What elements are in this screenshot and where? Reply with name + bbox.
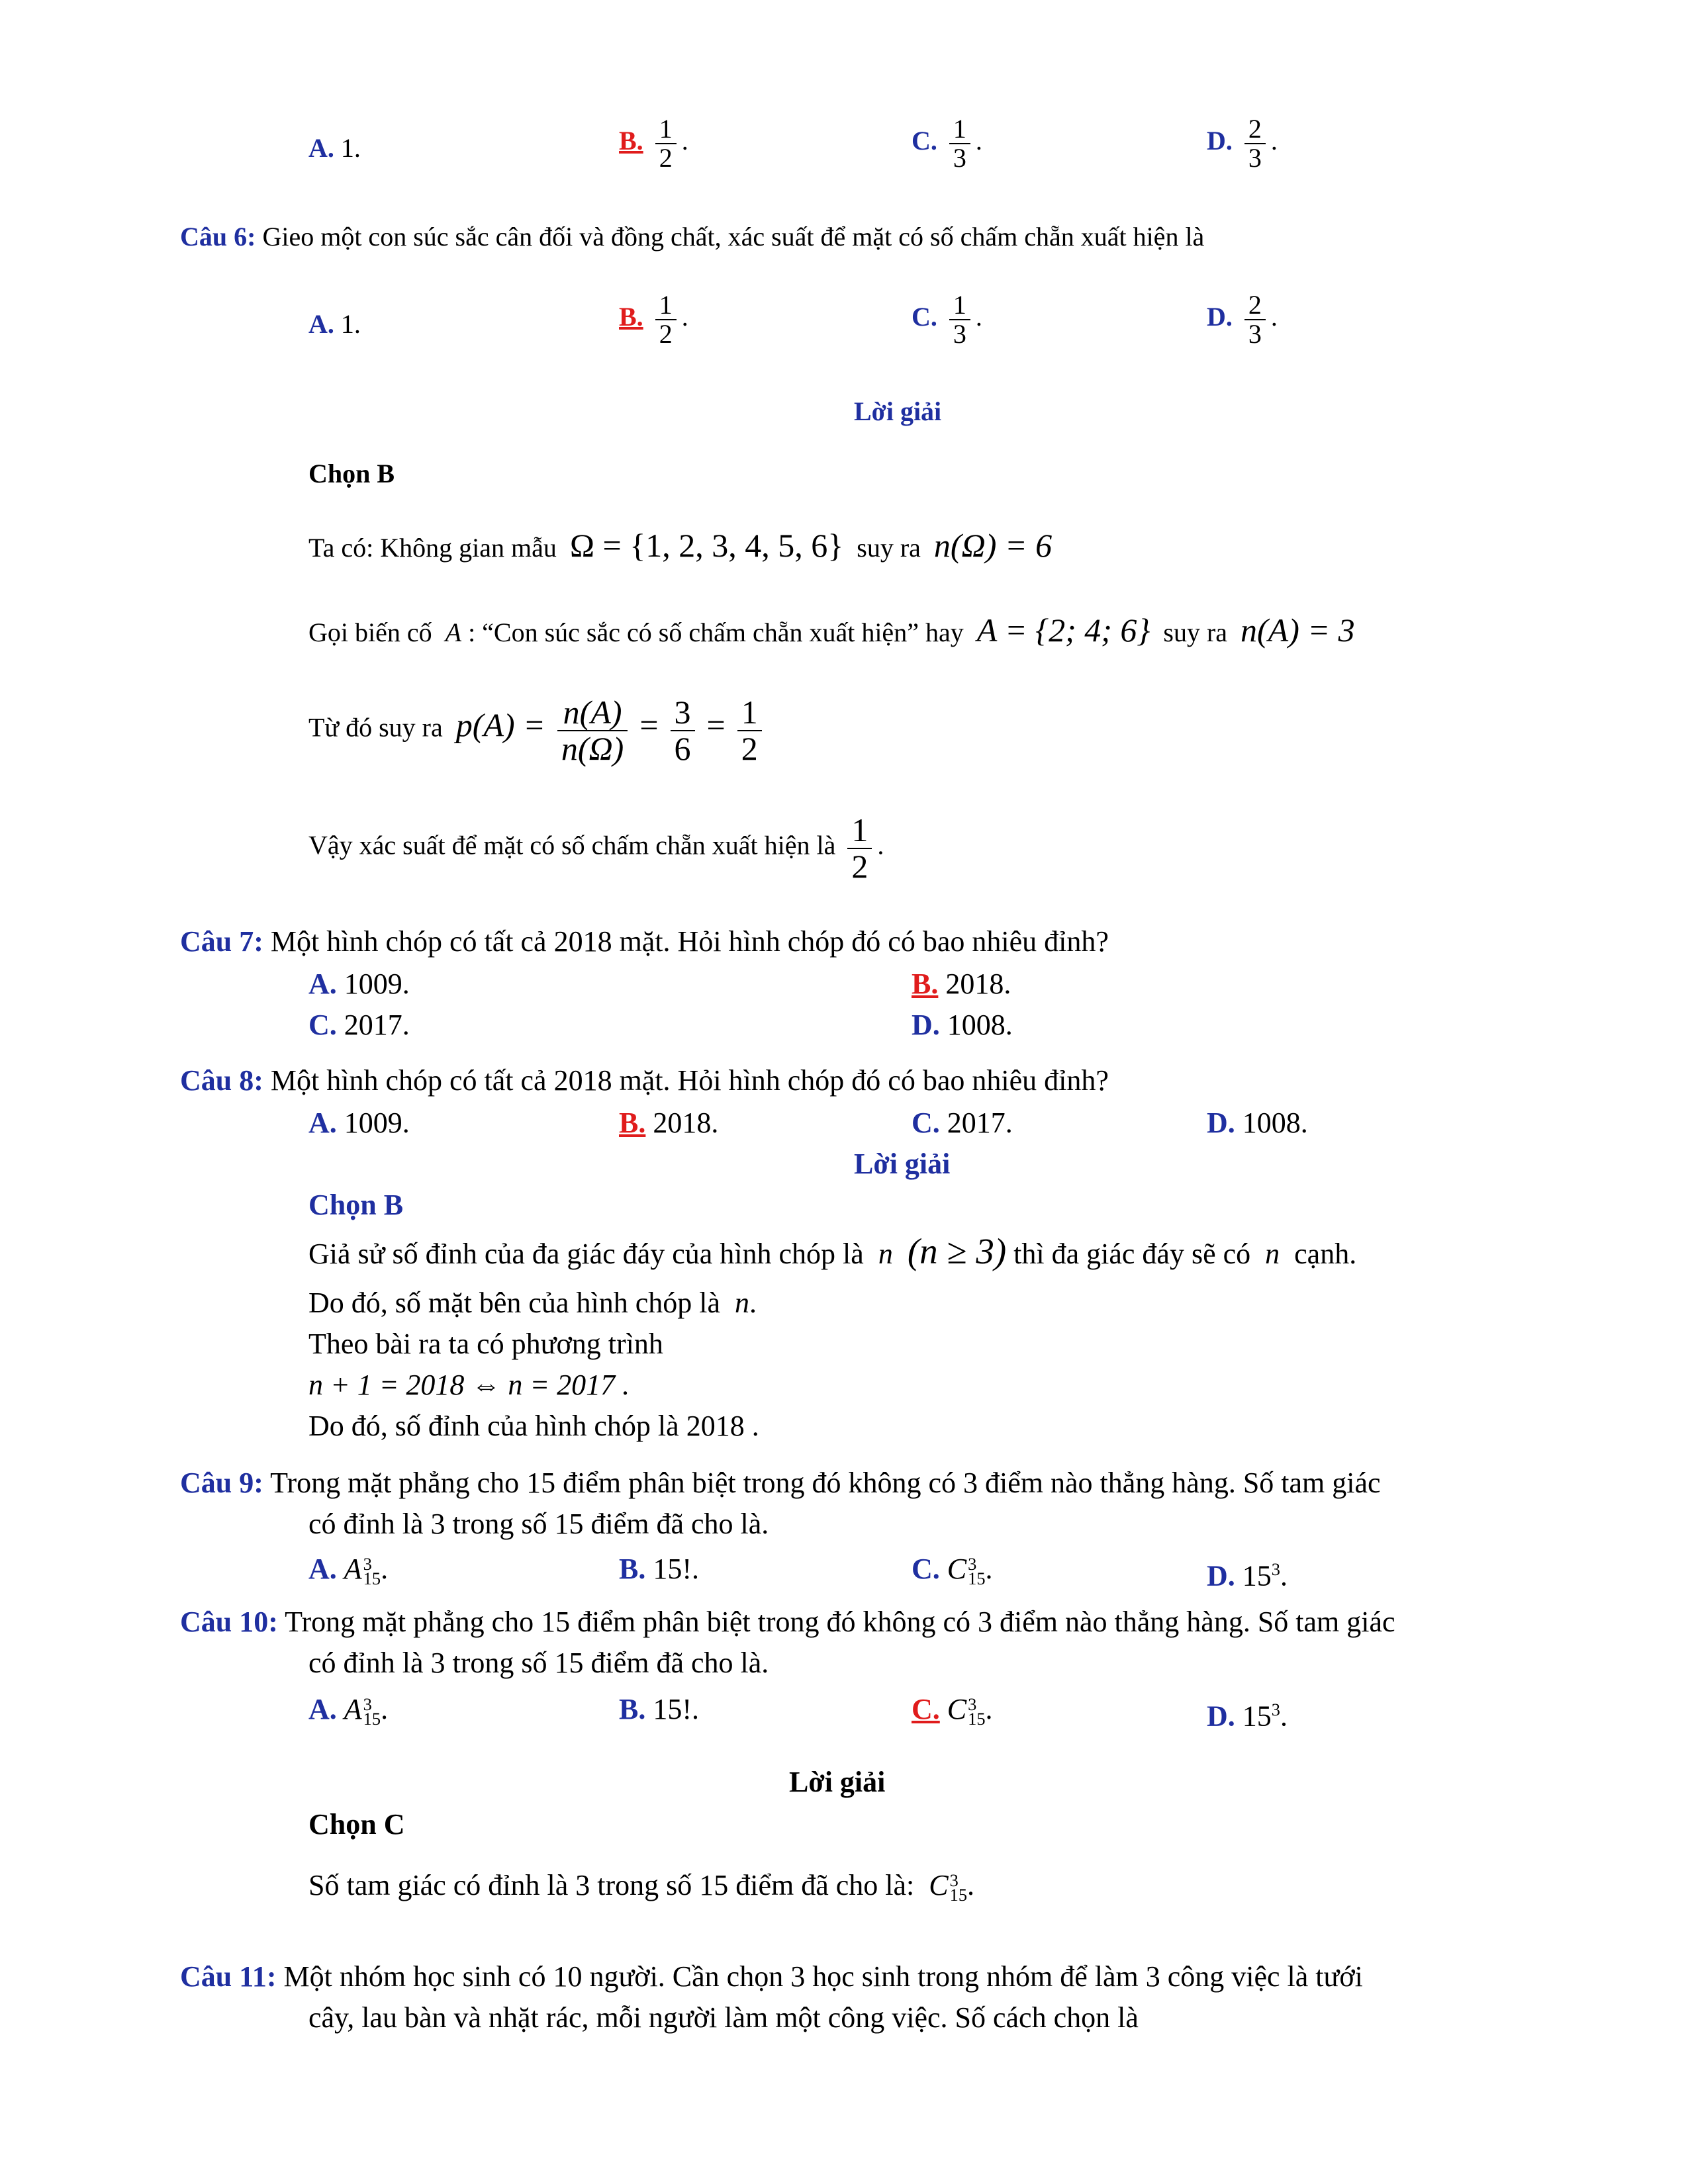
q9-option-c[interactable]: C. C 3 15 . xyxy=(912,1553,993,1589)
event-set: A = {2; 4; 6} xyxy=(976,612,1150,649)
option-label: A. xyxy=(308,133,334,163)
option-label: B. xyxy=(912,968,939,1000)
q5-option-d[interactable]: D. $\frac{2}{3}$ . xyxy=(1207,114,1278,173)
q8-option-a[interactable]: A. 1009. xyxy=(308,1107,410,1139)
q10-line-1: Số tam giác có đỉnh là 3 trong số 15 điểm đã cho là: C 3 15 . xyxy=(308,1869,975,1905)
q8-option-c[interactable]: C. 2017. xyxy=(912,1107,1013,1139)
question-label: Câu 6: xyxy=(180,222,256,251)
question-text: Một hình chóp có tất cả 2018 mặt. Hỏi hình chóp đó có bao nhiêu đỉnh? xyxy=(270,925,1109,958)
q8-option-d[interactable]: D. 1008. xyxy=(1207,1107,1308,1139)
fraction: $\frac{1}{3}$ xyxy=(949,115,970,172)
q6-choice: Chọn B xyxy=(308,459,395,488)
q6-line-4: Vậy xác suất để mặt có số chấm chẵn xuất hiện là $\frac{1}{2}$ . xyxy=(308,811,884,885)
option-value: 1. xyxy=(340,309,361,339)
q6-solution-heading: Lời giải xyxy=(854,396,942,426)
q5-option-c[interactable]: C. $\frac{1}{3}$ . xyxy=(912,114,982,173)
q6-line-1: Ta có: Không gian mẫu Ω = {1, 2, 3, 4, 5, 6} suy ra n(Ω) = 6 xyxy=(308,527,1053,564)
q10-option-c[interactable]: C. C 3 15 . xyxy=(912,1693,993,1729)
fraction: $\frac{2}{3}$ xyxy=(1244,291,1266,348)
q10-option-b[interactable]: B. 15!. xyxy=(619,1693,700,1725)
q6-line-2: Gọi biến cố A : “Con súc sắc có số chấm chẵn xuất hiện” hay A = {2; 4; 6} suy ra n(A) = 3 xyxy=(308,612,1355,649)
q9-option-b[interactable]: B. 15!. xyxy=(619,1553,700,1585)
question-text: Trong mặt phẳng cho 15 điểm phân biệt trong đó không có 3 điểm nào thẳng hàng. Số tam giác xyxy=(270,1467,1381,1499)
q10-choice: Chọn C xyxy=(308,1808,405,1841)
fraction: $\frac{3}{6}$ xyxy=(671,695,695,766)
q8-line-4: n + 1 = 2018 ⇔ n = 2017 . xyxy=(308,1369,630,1401)
option-label: A. xyxy=(308,309,334,339)
q6-option-b[interactable]: B. $\frac{1}{2}$ . xyxy=(619,290,688,349)
q8-line-1: Giả sử số đỉnh của đa giác đáy của hình chóp là n (n ≥ 3) thì đa giác đáy sẽ có n cạnh. xyxy=(308,1231,1357,1271)
q5-option-b[interactable]: B. $\frac{1}{2}$ . xyxy=(619,114,688,173)
option-label: D. xyxy=(1207,126,1233,156)
q7-option-d[interactable]: D. 1008. xyxy=(912,1009,1013,1041)
fraction: $\frac{2}{3}$ xyxy=(1244,115,1266,172)
q10-option-d[interactable]: D. $15^3$. xyxy=(1207,1700,1288,1733)
question-label: Câu 10: xyxy=(180,1606,278,1638)
q10-solution-heading: Lời giải xyxy=(789,1766,886,1798)
q8-choice: Chọn B xyxy=(308,1189,404,1221)
fraction: $\frac{1}{2}$ xyxy=(847,813,872,884)
option-label: A. xyxy=(308,1693,337,1725)
q6-line-3: Từ đó suy ra p(A) = $\frac{n(A)}{n(\Omega)}$ = $\frac{3}{6}$ = $\frac{1}{2}$ xyxy=(308,695,767,766)
question-text: Trong mặt phẳng cho 15 điểm phân biệt trong đó không có 3 điểm nào thẳng hàng. Số tam giác xyxy=(285,1606,1395,1638)
question-text: Một hình chóp có tất cả 2018 mặt. Hỏi hình chóp đó có bao nhiêu đỉnh? xyxy=(270,1064,1109,1097)
q7-option-b[interactable]: B. 2018. xyxy=(912,968,1011,1000)
option-label: C. xyxy=(912,1693,940,1725)
question-label: Câu 11: xyxy=(180,1960,277,1993)
fraction: $\frac{1}{2}$ xyxy=(655,115,677,172)
option-label: B. xyxy=(619,1107,646,1139)
option-label: C. xyxy=(912,1107,940,1139)
option-label: B. xyxy=(619,126,643,156)
sample-space-count: n(Ω) = 6 xyxy=(933,527,1053,564)
q8-option-b[interactable]: B. 2018. xyxy=(619,1107,719,1139)
question-text: Một nhóm học sinh có 10 người. Cần chọn 3 học sinh trong nhóm để làm 3 công việc là tưới xyxy=(283,1960,1363,1993)
q7-option-a[interactable]: A. 1009. xyxy=(308,968,410,1000)
event-count: n(A) = 3 xyxy=(1241,612,1355,649)
option-label: D. xyxy=(1207,1107,1235,1139)
question-label: Câu 8: xyxy=(180,1064,263,1097)
q8-line-3: Theo bài ra ta có phương trình xyxy=(308,1328,663,1360)
q6-option-d[interactable]: D. $\frac{2}{3}$ . xyxy=(1207,290,1278,349)
fraction: $\frac{1}{2}$ xyxy=(655,291,677,348)
q7-option-c[interactable]: C. 2017. xyxy=(308,1009,410,1041)
option-label: A. xyxy=(308,1553,337,1585)
option-label: D. xyxy=(1207,302,1233,332)
q9-option-d[interactable]: D. $15^3$. xyxy=(1207,1559,1288,1592)
question-text: cây, lau bàn và nhặt rác, mỗi người làm một công việc. Số cách chọn là xyxy=(308,2001,1139,2034)
option-label: A. xyxy=(308,968,337,1000)
fraction: $\frac{1}{3}$ xyxy=(949,291,970,348)
q8-line-2: Do đó, số mặt bên của hình chóp là n. xyxy=(308,1287,757,1319)
option-label: A. xyxy=(308,1107,337,1139)
q9-option-a[interactable]: A. A 3 15 . xyxy=(308,1553,389,1589)
option-label: D. xyxy=(912,1009,940,1041)
question-text: có đỉnh là 3 trong số 15 điểm đã cho là. xyxy=(308,1508,769,1540)
fraction: $\frac{1}{2}$ xyxy=(737,695,762,766)
question-11 xyxy=(180,1956,1570,2038)
option-label: D. xyxy=(1207,1700,1235,1733)
option-value: 1. xyxy=(340,133,361,163)
sample-space-set: Ω = {1, 2, 3, 4, 5, 6} xyxy=(569,527,844,564)
option-label: C. xyxy=(912,1553,940,1585)
option-label: C. xyxy=(308,1009,337,1041)
question-label: Câu 9: xyxy=(180,1467,263,1499)
probability-fraction: $\frac{n(A)}{n(\Omega)}$ xyxy=(557,695,628,766)
q10-option-a[interactable]: A. A 3 15 . xyxy=(308,1693,389,1729)
option-label: B. xyxy=(619,1553,646,1585)
q8-solution-heading: Lời giải xyxy=(854,1148,951,1180)
option-label: C. xyxy=(912,302,937,332)
q6-option-c[interactable]: C. $\frac{1}{3}$ . xyxy=(912,290,982,349)
option-label: B. xyxy=(619,1693,646,1725)
option-label: C. xyxy=(912,126,937,156)
question-label: Câu 7: xyxy=(180,925,263,958)
question-text: Gieo một con súc sắc cân đối và đồng chất, xác suất để mặt có số chấm chẵn xuất hiện là xyxy=(262,222,1205,251)
question-text: có đỉnh là 3 trong số 15 điểm đã cho là. xyxy=(308,1647,769,1679)
q8-line-5: Do đó, số đỉnh của hình chóp là 2018 . xyxy=(308,1410,759,1442)
option-label: D. xyxy=(1207,1559,1235,1592)
option-label: B. xyxy=(619,302,643,332)
